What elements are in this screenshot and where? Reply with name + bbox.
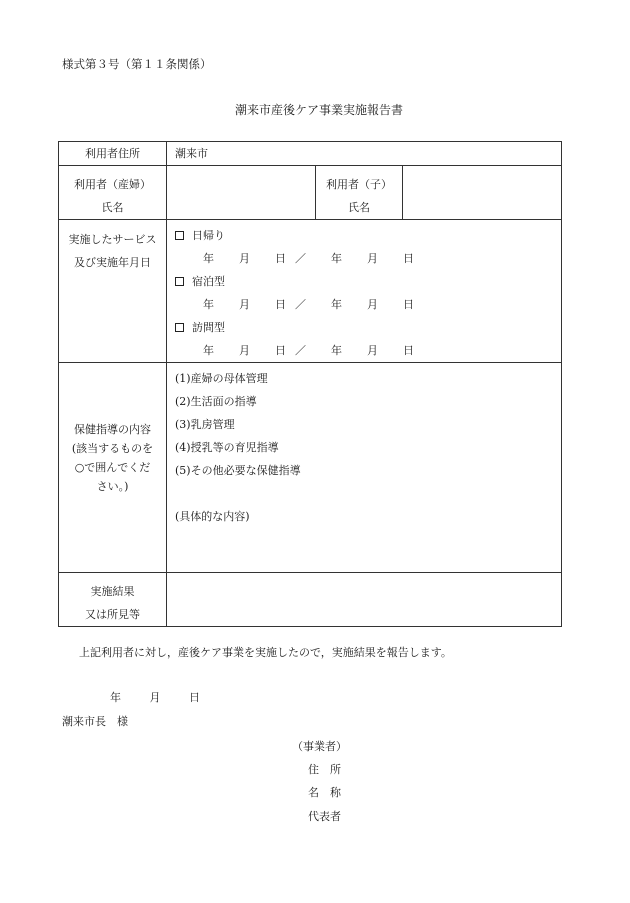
date-month: 月 bbox=[239, 252, 250, 265]
address-row bbox=[59, 142, 562, 166]
service-day-label: 日帰り bbox=[192, 229, 225, 242]
date-year: 年 bbox=[203, 252, 214, 265]
service-row bbox=[59, 220, 562, 363]
business-address-label: 住 所 bbox=[308, 763, 341, 776]
guidance-item-1[interactable]: (1)産婦の母体管理 bbox=[175, 372, 268, 385]
result-label-line1: 実施結果 bbox=[90, 585, 135, 598]
result-label-cell bbox=[59, 573, 167, 627]
date-day: 日 bbox=[275, 252, 286, 265]
date-separator: ／ bbox=[295, 252, 306, 265]
business-representative-label: 代表者 bbox=[308, 810, 341, 823]
guidance-label-line3: ○で囲んでくだ bbox=[74, 460, 151, 474]
report-statement: 上記利用者に対し，産後ケア事業を実施したので，実施結果を報告します。 bbox=[79, 646, 452, 659]
guidance-items-cell bbox=[167, 363, 562, 573]
result-field[interactable] bbox=[167, 573, 562, 627]
guidance-item-2[interactable]: (2)生活面の指導 bbox=[175, 395, 257, 408]
service-label-cell bbox=[59, 220, 167, 363]
mother-label-line2: 氏名 bbox=[101, 201, 124, 214]
business-name-label: 名 称 bbox=[308, 786, 341, 799]
date-day: 日 bbox=[275, 344, 286, 357]
service-options-cell bbox=[167, 220, 562, 363]
service-visit-label: 訪問型 bbox=[192, 321, 225, 334]
form-number: 様式第３号（第１１条関係） bbox=[62, 57, 212, 71]
checkbox-stay[interactable] bbox=[175, 277, 184, 286]
service-stay-dates[interactable] bbox=[167, 293, 561, 316]
report-date-day: 日 bbox=[189, 691, 200, 704]
address-label-cell bbox=[59, 142, 167, 166]
address-label: 利用者住所 bbox=[85, 147, 140, 160]
guidance-label-cell bbox=[59, 363, 167, 573]
date-year-end: 年 bbox=[331, 298, 342, 311]
report-date-year: 年 bbox=[110, 691, 121, 704]
guidance-specific-label: (具体的な内容) bbox=[175, 510, 250, 523]
report-date-month: 月 bbox=[149, 691, 161, 704]
service-option-stay[interactable] bbox=[167, 270, 561, 293]
mother-label-line1: 利用者（産婦） bbox=[74, 178, 151, 191]
child-name-field[interactable] bbox=[403, 166, 562, 220]
date-day-end: 日 bbox=[403, 298, 414, 311]
date-separator: ／ bbox=[295, 344, 306, 357]
guidance-item-4[interactable]: (4)授乳等の育児指導 bbox=[175, 441, 279, 454]
child-label-line1: 利用者（子） bbox=[326, 178, 392, 191]
result-label-line2: 又は所見等 bbox=[85, 608, 140, 621]
mother-name-field[interactable] bbox=[167, 166, 316, 220]
guidance-label-line2: (該当するものを bbox=[71, 441, 154, 455]
date-month: 月 bbox=[239, 344, 250, 357]
date-year-end: 年 bbox=[331, 252, 342, 265]
date-day-end: 日 bbox=[403, 252, 414, 265]
date-month-end: 月 bbox=[367, 344, 378, 357]
address-value: 潮来市 bbox=[175, 147, 208, 160]
date-separator: ／ bbox=[295, 298, 306, 311]
guidance-row bbox=[59, 363, 562, 573]
service-option-day[interactable] bbox=[167, 224, 561, 247]
mother-label-cell bbox=[59, 166, 167, 220]
date-day-end: 日 bbox=[403, 344, 414, 357]
service-stay-label: 宿泊型 bbox=[192, 275, 225, 288]
report-date[interactable] bbox=[110, 689, 200, 705]
date-month: 月 bbox=[239, 298, 250, 311]
address-value-cell[interactable] bbox=[167, 142, 562, 166]
date-month-end: 月 bbox=[367, 298, 378, 311]
guidance-label-line4: さい。) bbox=[96, 479, 129, 493]
checkbox-day[interactable] bbox=[175, 231, 184, 240]
child-label-line2: 氏名 bbox=[348, 201, 370, 214]
document-title: 潮来市産後ケア事業実施報告書 bbox=[234, 103, 403, 117]
name-row bbox=[59, 166, 562, 220]
addressee: 潮来市長 様 bbox=[62, 715, 128, 728]
date-year: 年 bbox=[203, 344, 214, 357]
service-label-line2: 及び実施年月日 bbox=[74, 256, 151, 269]
child-label-cell bbox=[316, 166, 403, 220]
service-visit-dates[interactable] bbox=[167, 339, 561, 362]
result-row bbox=[59, 573, 562, 627]
checkbox-visit[interactable] bbox=[175, 323, 184, 332]
date-month-end: 月 bbox=[367, 252, 378, 265]
report-table bbox=[58, 141, 562, 627]
service-label-line1: 実施したサービス bbox=[68, 233, 157, 246]
guidance-item-3[interactable]: (3)乳房管理 bbox=[175, 418, 235, 431]
business-label: （事業者） bbox=[292, 740, 347, 753]
date-year-end: 年 bbox=[331, 344, 342, 357]
guidance-item-5[interactable]: (5)その他必要な保健指導 bbox=[175, 464, 301, 477]
guidance-label-line1: 保健指導の内容 bbox=[74, 422, 151, 436]
date-day: 日 bbox=[275, 298, 286, 311]
service-option-visit[interactable] bbox=[167, 316, 561, 339]
service-day-dates[interactable] bbox=[167, 247, 561, 270]
date-year: 年 bbox=[203, 298, 214, 311]
